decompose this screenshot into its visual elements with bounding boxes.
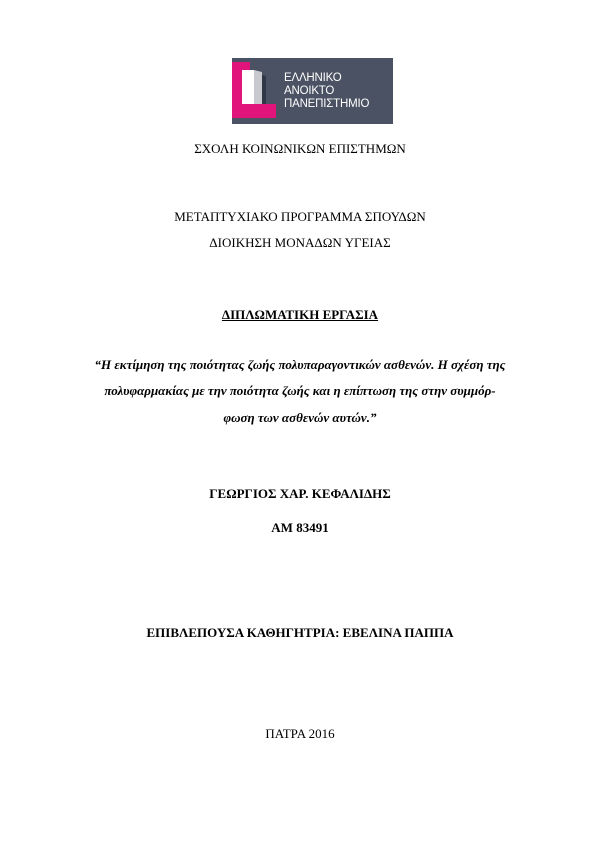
document-type: ΔΙΠΛΩΜΑΤΙΚΗ ΕΡΓΑΣΙΑ (221, 307, 379, 322)
logo-line-2: ΑΝΟΙΚΤΟ (284, 85, 335, 97)
program-name: ΜΕΤΑΠΤΥΧΙΑΚΟ ΠΡΟΓΡΑΜΜΑ ΣΠΟΥΔΩΝ (174, 209, 426, 224)
thesis-title-line-1: “Η εκτίμηση της ποιότητας ζωής πολυπαραγοντικών ασθενών. Η σχέση της (94, 357, 506, 372)
author-name: ΓΕΩΡΓΙΟΣ ΧΑΡ. ΚΕΦΑΛΙΔΗΣ (209, 486, 391, 501)
place-year: ΠΑΤΡΑ 2016 (265, 726, 335, 741)
logo-line-3: ΠΑΝΕΠΙΣΤΗΜΙΟ (284, 98, 370, 110)
student-id: ΑΜ 83491 (271, 520, 329, 535)
program-field: ΔΙΟΙΚΗΣΗ ΜΟΝΑΔΩΝ ΥΓΕΙΑΣ (209, 235, 391, 250)
supervisor: ΕΠΙΒΛΕΠΟΥΣΑ ΚΑΘΗΓΗΤΡΙΑ: ΕΒΕΛΙΝΑ ΠΑΠΠΑ (146, 625, 454, 640)
thesis-title-line-2: πολυφαρμακίας με την ποιότητα ζωής και η επίπτωση της στην συμμόρ- (104, 383, 496, 398)
university-logo (232, 58, 393, 124)
thesis-title-line-3: φωση των ασθενών αυτών.” (223, 410, 377, 425)
logo-line-1: ΕΛΛΗΝΙΚΟ (284, 72, 342, 84)
logo-text (284, 72, 369, 111)
school-name: ΣΧΟΛΗ ΚΟΙΝΩΝΙΚΩΝ ΕΠΙΣΤΗΜΩΝ (194, 141, 406, 156)
